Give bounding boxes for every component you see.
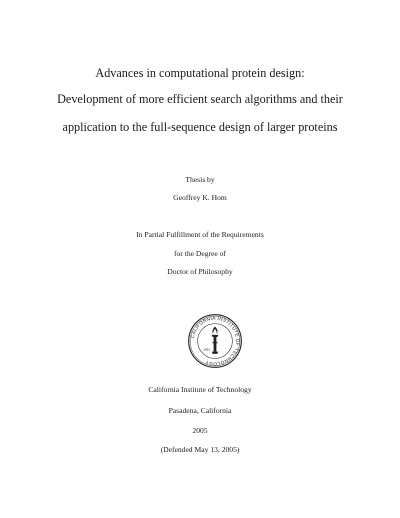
title-line-1: Advances in computational protein design: bbox=[95, 66, 305, 80]
title-line-2: Development of more efficient search algorithms and their bbox=[57, 92, 343, 106]
thesis-by-label: Thesis by bbox=[185, 175, 215, 184]
title-line-3: application to the full-sequence design of larger proteins bbox=[62, 120, 338, 134]
institution-name: California Institute of Technology bbox=[148, 385, 252, 394]
defense-date: (Defended May 13, 2005) bbox=[160, 445, 240, 454]
seal-ring-text: CALIFORNIA INSTITUTE OF TECHNOLOGY bbox=[189, 315, 241, 367]
thesis-year: 2005 bbox=[192, 426, 208, 435]
requirements-line-1: In Partial Fulfillment of the Requirements bbox=[136, 230, 264, 239]
institution-location: Pasadena, California bbox=[168, 406, 232, 415]
author-name: Geoffrey K. Hom bbox=[173, 193, 227, 202]
torch-icon bbox=[212, 326, 219, 353]
seal-year: 1891 bbox=[203, 347, 211, 352]
degree-name: Doctor of Philosophy bbox=[167, 267, 233, 276]
requirements-line-2: for the Degree of bbox=[173, 249, 227, 258]
torch-seal-icon bbox=[187, 313, 243, 369]
